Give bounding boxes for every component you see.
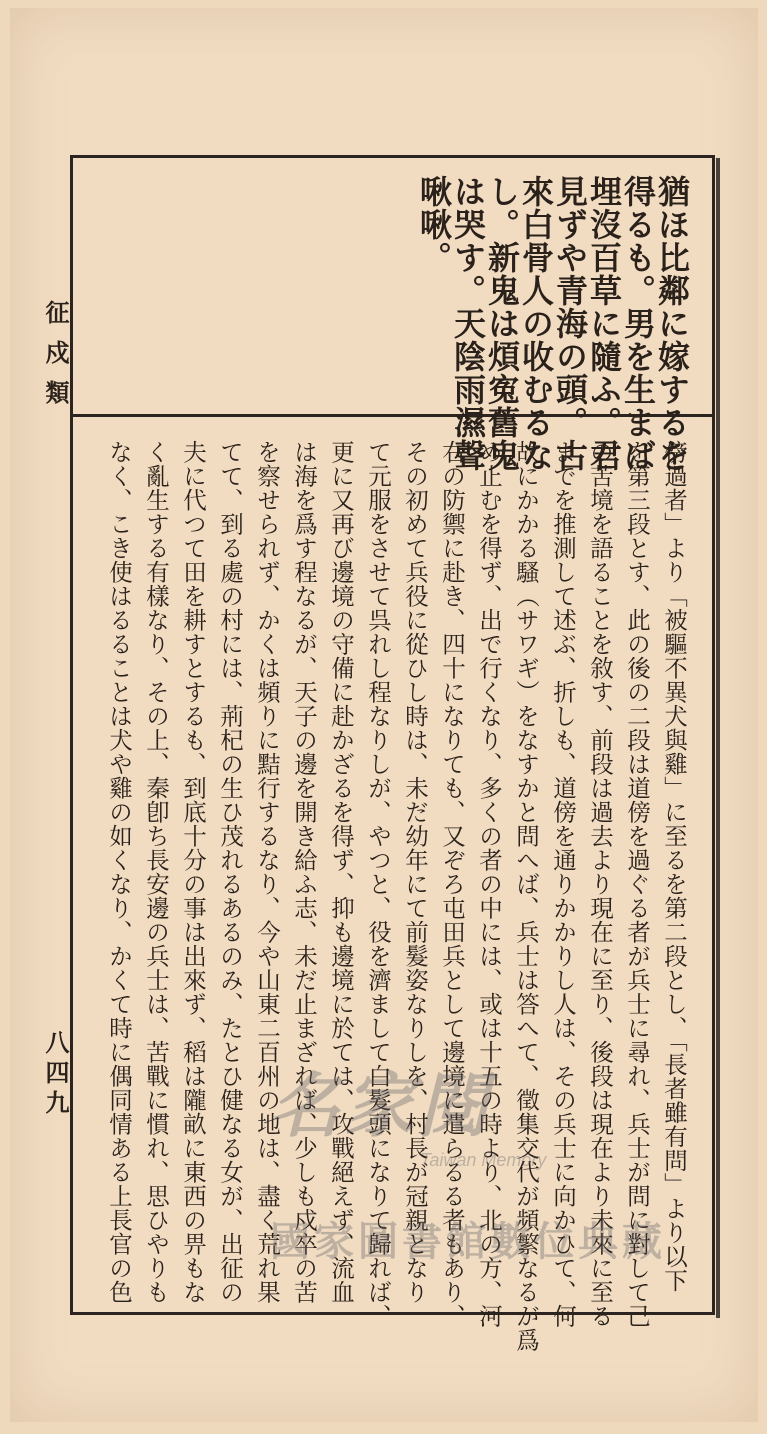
page-number: 八四九 bbox=[41, 1030, 70, 1120]
poem-column: 埋沒百草に隨ふ。君 bbox=[585, 175, 623, 472]
poem-column: 見ずや青海の頭。古 bbox=[551, 175, 589, 472]
section-title: 征戍類 bbox=[41, 300, 70, 420]
poem-column: 得るも。男を生まば bbox=[619, 175, 657, 472]
commentary-column: て元服をさせて呉れし程なりしが、やつと、役を濟まして白髮頭になりて歸れば、 bbox=[364, 440, 392, 1328]
watermark-english: Taiwan Memory bbox=[420, 1150, 547, 1170]
commentary-column: 夫に代つて田を耕すとするも、到底十分の事は出來ず、稻は隴畝に東西の畀もな bbox=[179, 440, 207, 1304]
watermark-script: 名家閱 bbox=[270, 1064, 492, 1147]
commentary-column: その初めて兵役に從ひし時は、未だ幼年にて前髮姿なりしを、村長が冠親となり bbox=[401, 440, 429, 1304]
commentary-column: を第三段とす、此の後の二段は道傍を過ぐる者が兵士に尋れ、兵士が問に對して己 bbox=[623, 440, 651, 1328]
commentary-column: までを推測して述ぶ、折しも、道傍を通りかかりし人は、その兵士に向かひて、何 bbox=[549, 440, 577, 1328]
commentary-column: 右の防禦に赴き、四十になりても、又ぞろ屯田兵として邊境に遣らるる者もあり、 bbox=[438, 440, 466, 1328]
poem-column: 猶ほ比鄰に嫁するを bbox=[653, 175, 691, 472]
commentary-column: 更に又再び邊境の守備に赴かざるを得ず、抑も邊境に於ては、攻戰絕えず、流血 bbox=[327, 440, 355, 1304]
commentary-column: め止むを得ず、出で行くなり、多くの者の中には、或は十五の時より、北の方、河 bbox=[475, 440, 503, 1328]
poem-column: 啾啾。 bbox=[415, 175, 453, 274]
commentary-column: の苦境を語ることを敘す、前段は過去より現在に至り、後段は現在より未來に至る bbox=[586, 440, 614, 1328]
commentary-column: 傍過者」より「被驅不異犬與雞」に至るを第二段とし、「長者雖有問」より以下 bbox=[660, 440, 688, 1293]
commentary-column: てて、到る處の村には、荊杞の生ひ茂れるあるのみ、たとひ健なる女が、出征の bbox=[216, 440, 244, 1304]
commentary-column: 故にかかる騷（サワギ）をなすかと問へば、兵士は答へて、徵集交代が頻繁なるが爲 bbox=[512, 440, 540, 1352]
commentary-column: を察せられず、かくは頻りに黠行するなり、今や山東二百州の地は、盡く荒れ果 bbox=[253, 440, 281, 1304]
frame-shadow bbox=[716, 158, 720, 1318]
commentary-column: なく、こき使はるることは犬や雞の如くなり、かくて時に偶同情ある上長官の色 bbox=[105, 440, 133, 1304]
watermark-library-name: 國家圖書館數位典藏 bbox=[270, 1218, 666, 1265]
commentary-column: く亂生する有樣なり、その上、秦卽ち長安邊の兵士は、苦戰に慣れ、思ひやりも bbox=[142, 440, 170, 1304]
poem-column: は哭す。天陰雨濕聲 bbox=[449, 175, 487, 472]
poem-column: し。新鬼は煩寃舊鬼 bbox=[483, 175, 521, 472]
commentary-column: は海を爲す程なるが、天子の邊を開き給ふ志、未だ止まざれば、少しも戍卒の苦 bbox=[290, 440, 318, 1304]
poem-column: 來白骨人の收むるな bbox=[517, 175, 555, 472]
